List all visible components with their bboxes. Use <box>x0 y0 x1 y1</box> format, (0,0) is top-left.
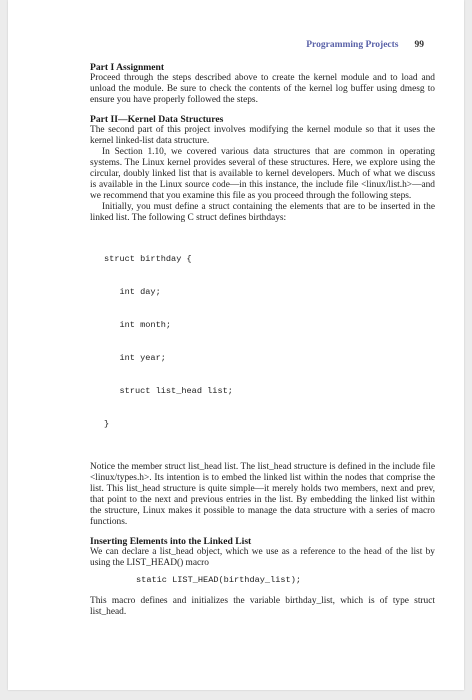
page-number: 99 <box>414 40 424 50</box>
code-line: int year; <box>104 353 166 363</box>
code-line: } <box>104 419 110 429</box>
code-line-list-head: static LIST_HEAD(birthday_list); <box>136 575 302 585</box>
code-line: int day; <box>104 287 161 297</box>
section-heading-part2: Part II—Kernel Data Structures <box>90 114 224 125</box>
running-title: Programming Projects <box>306 40 399 50</box>
document-page <box>8 0 464 690</box>
part2-paragraph-3: Initially, you must define a struct containing the elements that are to be inserted in the linked list. The following C struct defines birthdays: <box>90 202 435 223</box>
part3-paragraph-2: This macro defines and initializes the variable birthday_list, which is of type struct list_head. <box>90 596 435 617</box>
section-heading-inserting: Inserting Elements into the Linked List <box>90 536 252 547</box>
running-header <box>306 40 424 50</box>
part2-paragraph-4: Notice the member struct list_head list. The list_head structure is defined in the include file <linux/types.h>. Its intention is to embed the linked list within the nodes that comprise the list. This list_head structure is quite simple—it merely holds two members, next and prev, that point to the next and previous entries in the list. By embedding the linked list within the structure, Linux makes it possible to manage the data structure with a series of macro functions. <box>90 462 435 527</box>
part3-paragraph-1: We can declare a list_head object, which we use as a reference to the head of the list by using the LIST_HEAD() macro <box>90 547 435 568</box>
code-block-struct <box>104 232 435 452</box>
code-line: struct birthday { <box>104 254 192 264</box>
page-content <box>90 62 435 618</box>
part2-paragraph-2: In Section 1.10, we covered various data structures that are common in operating systems. The Linux kernel provides several of these structures. Here, we explore using the circular, doubly linked list that is available to kernel developers. Much of what we discuss is available in the Linux source code—in this instance, the include file <linux/list.h>—and we recommend that you examine this file as you proceed through the following steps. <box>90 147 435 201</box>
code-line: struct list_head list; <box>104 386 233 396</box>
part1-paragraph: Proceed through the steps described above to create the kernel module and to load and unload the module. Be sure to check the contents of the kernel log buffer using dmesg to ensure you have properly followed the steps. <box>90 73 435 105</box>
section-heading-part1: Part I Assignment <box>90 62 165 73</box>
part2-paragraph-1: The second part of this project involves modifying the kernel module so that it uses the kernel linked-list data structure. <box>90 125 435 146</box>
code-line: int month; <box>104 320 172 330</box>
